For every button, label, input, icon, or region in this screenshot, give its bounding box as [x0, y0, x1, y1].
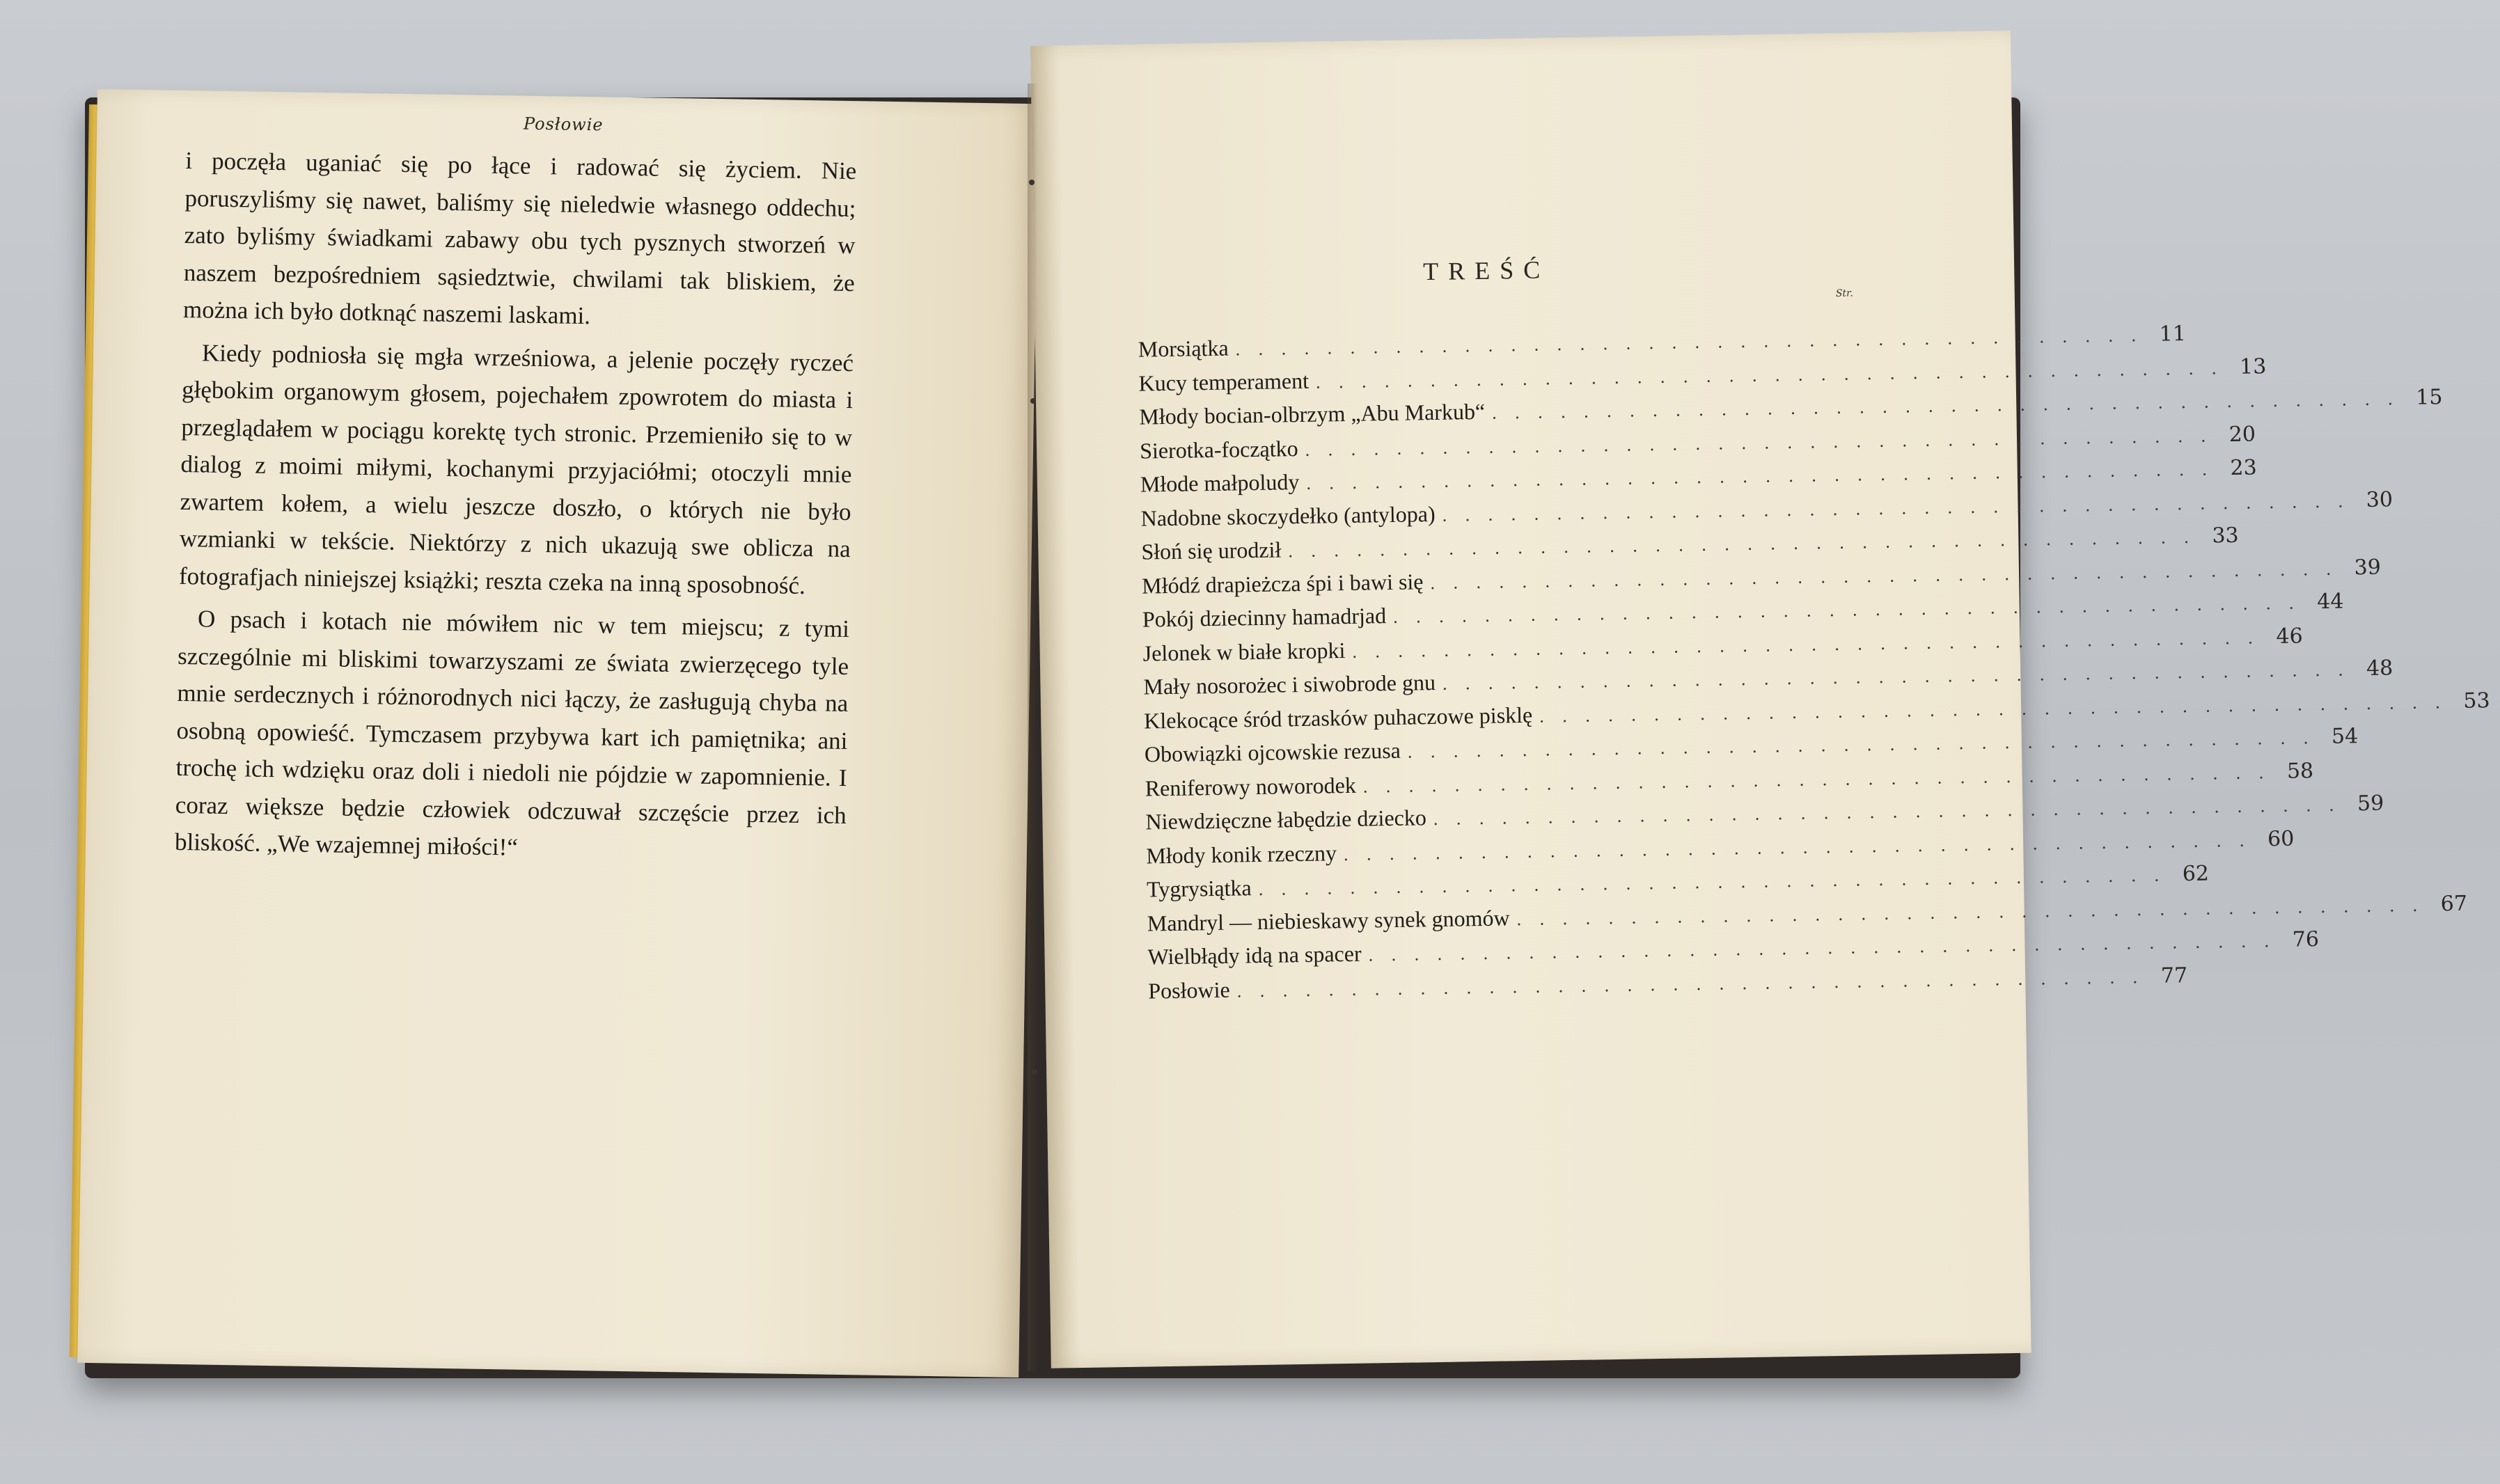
toc-entry-title: Sierotka-foczątko	[1139, 435, 1298, 464]
dot-leader: . . . . . . . . . . . . . . . . . . . . . . . . . . . . . . . . . . . . . . . .	[1516, 894, 2425, 929]
toc-entry-page: 39	[2354, 555, 2382, 580]
dot-leader: . . . . . . . . . . . . . . . . . . . . . . . . . . . . . . . . . . . . . . . .	[1288, 526, 2196, 562]
paragraph: i poczęła uganiać się po łące i radować się życiem. Nie poruszyliśmy się nawet, baliśmy się nieledwie własnego oddechu; zato byliśmy świadkami zabawy obu tych pysznych stworzeń w naszem bezpośredniem sąsiedztwie, chwilami tak bliskiem, że można ich było dotknąć naszemi laskami.	[182, 147, 857, 330]
toc-entry-page: 30	[2366, 487, 2393, 512]
dot-leader: . . . . . . . . . . . . . . . . . . . . . . . . . . . . . . . . . . . . . . . .	[1306, 459, 2214, 494]
toc-entry-title: Młody bocian-olbrzym „Abu Markub“	[1139, 398, 1486, 429]
toc-entry-page: 11	[2159, 321, 2187, 347]
left-page	[77, 89, 1039, 1378]
dot-leader: . . . . . . . . . . . . . . . . . . . . . . . . . . . . . . . . . . . . . . . .	[1258, 865, 2167, 900]
toc-entry-title: Wielbłądy idą na spacer	[1147, 940, 1362, 970]
dot-leader: . . . . . . . . . . . . . . . . . . . . . . . . . . . . . . . . . . . . . . . .	[1368, 931, 2277, 965]
toc-entry-page: 62	[2182, 861, 2210, 887]
toc-entry-title: Słoń się urodził	[1141, 537, 1282, 565]
toc-entry-title: Jelonek w białe kropki	[1142, 637, 1346, 666]
toc-entry-page: 58	[2286, 758, 2314, 784]
dot-leader: . . . . . . . . . . . . . . . . . . . . . . . . . . . . . . . . . . . . . . . .	[1433, 794, 2341, 830]
toc-entry-page: 13	[2239, 354, 2267, 379]
toc-entry-page: 76	[2292, 927, 2320, 952]
dot-leader: . . . . . . . . . . . . . . . . . . . . . . . . . . . . . . . . . . . . . . . .	[1430, 558, 2338, 593]
toc-entry-title: Nadobne skoczydełko (antylopa)	[1140, 500, 1436, 531]
toc-title: TREŚĆ	[1422, 255, 1550, 286]
dot-leader: . . . . . . . . . . . . . . . . . . . . . . . . . . . . . . . . . . . . . . . .	[1392, 592, 2301, 627]
dot-leader: . . . . . . . . . . . . . . . . . . . . . . . . . . . . . . . . . . . . . . . .	[1343, 830, 2251, 865]
dot-leader: . . . . . . . . . . . . . . . . . . . . . . . . . . . . . . . . . . . . . . . .	[1442, 490, 2350, 526]
toc-entry-page: 60	[2267, 826, 2295, 851]
toc-entry-title: Posłowie	[1148, 977, 1230, 1004]
toc-entry-page: 54	[2331, 724, 2359, 749]
toc-entry-title: Reniferowy noworodek	[1145, 772, 1357, 801]
binding-stitch	[1030, 398, 1036, 404]
paragraph: Kiedy podniosła się mgła wrześniowa, a jelenie poczęły ryczeć głębokim organowym głosem, pojechałem zpowrotem do miasta i przeglądałem w pociągu korektę tych stronic. Przemieniło się to w dialog z moimi miłymi, kochanymi przyjaciółmi; otoczyli mnie zwartem kołem, a wielu jeszcze doszło, o których nie było wzmianki w tekście. Niektórzy z nich ukazują swe oblicza na fotografjach niniejszej książki; reszta czeka na inną sposobność.	[178, 338, 854, 599]
running-head: Posłowie	[523, 113, 604, 135]
toc-entry-page: 59	[2357, 791, 2384, 816]
table-of-contents	[1138, 321, 2490, 1011]
dot-leader: . . . . . . . . . . . . . . . . . . . . . . . . . . . . . . . . . . . . . . . .	[1315, 357, 2224, 393]
page-column-head: Str.	[1835, 287, 1853, 299]
toc-entry-page: 20	[2228, 421, 2256, 447]
toc-entry-title: Tygrysiątka	[1146, 875, 1252, 902]
book-gutter	[1028, 84, 1037, 1371]
paragraph: O psach i kotach nie mówiłem nic w tem miejscu; z tymi szczególnie mi bliskimi towarzyszami ze świata zwierzęcego tyle mnie serdecznych i różnorodnych nici łączy, że zasługują chyba na osobną opowieść. Tymczasem przybywa kart ich pamiętnika; ani trochę ich wdzięku oraz doli i niedoli nie pójdzie w zapomnienie. I coraz większe będzie człowiek odczuwał szczęście przez ich bliskość. „We wzajemnej miłości!“	[174, 605, 850, 861]
binding-stitch	[1029, 180, 1035, 185]
toc-entry-page: 67	[2440, 891, 2468, 916]
right-page	[1030, 31, 2490, 1368]
toc-entry-page: 44	[2316, 589, 2344, 615]
dot-leader: . . . . . . . . . . . . . . . . . . . . . . . . . . . . . . . . . . . . . . . .	[1362, 761, 2271, 797]
dot-leader: . . . . . . . . . . . . . . . . . . . . . . . . . . . . . . . . . . . . . . . .	[1235, 324, 2144, 360]
dot-leader: . . . . . . . . . . . . . . . . . . . . . . . . . . . . . . . . . . . . . . . .	[1236, 966, 2145, 1002]
toc-entry-title: Mały nosorożec i siwobrode gnu	[1143, 669, 1436, 700]
dot-leader: . . . . . . . . . . . . . . . . . . . . . . . . . . . . . . . . . . . . . . . .	[1352, 626, 2260, 662]
toc-entry-page: 48	[2366, 656, 2393, 681]
toc-entry-title: Młody konik rzeczny	[1146, 839, 1337, 869]
toc-entry-title: Młódź drapieżcza śpi i bawi się	[1141, 568, 1424, 599]
toc-entry-title: Morsiątka	[1138, 335, 1229, 362]
toc-entry-title: Mandryl — niebieskawy synek gnomów	[1147, 904, 1510, 936]
dot-leader: . . . . . . . . . . . . . . . . . . . . . . . . . . . . . . . . . . . . . . . .	[1305, 425, 2213, 460]
toc-entry-page: 46	[2276, 623, 2303, 649]
dot-leader: . . . . . . . . . . . . . . . . . . . . . . . . . . . . . . . . . . . . . . . .	[1442, 659, 2350, 694]
afterword-text	[174, 142, 856, 877]
dot-leader: . . . . . . . . . . . . . . . . . . . . . . . . . . . . . . . . . . . . . . . .	[1407, 727, 2316, 762]
toc-entry-title: Pokój dziecinny hamadrjad	[1142, 603, 1387, 632]
toc-entry-title: Kucy temperament	[1138, 368, 1310, 396]
toc-entry-page: 15	[2415, 385, 2443, 410]
toc-entry-title: Młode małpoludy	[1140, 469, 1300, 497]
toc-entry-page: 77	[2160, 963, 2188, 988]
toc-entry-title: Niewdzięczne łabędzie dziecko	[1145, 805, 1427, 835]
toc-entry-page: 23	[2230, 455, 2257, 481]
dot-leader: . . . . . . . . . . . . . . . . . . . . . . . . . . . . . . . . . . . . . . . .	[1539, 691, 2447, 727]
toc-entry-page: 33	[2212, 523, 2239, 548]
toc-entry-title: Klekocące śród trzasków puhaczowe pisklę	[1143, 702, 1533, 734]
dot-leader: . . . . . . . . . . . . . . . . . . . . . . . . . . . . . . . . . . . . . . . .	[1491, 388, 2400, 423]
binding-stitch	[1032, 1069, 1037, 1075]
toc-entry-page: 53	[2463, 688, 2490, 713]
toc-entry-title: Obowiązki ojcowskie rezusa	[1144, 737, 1401, 767]
